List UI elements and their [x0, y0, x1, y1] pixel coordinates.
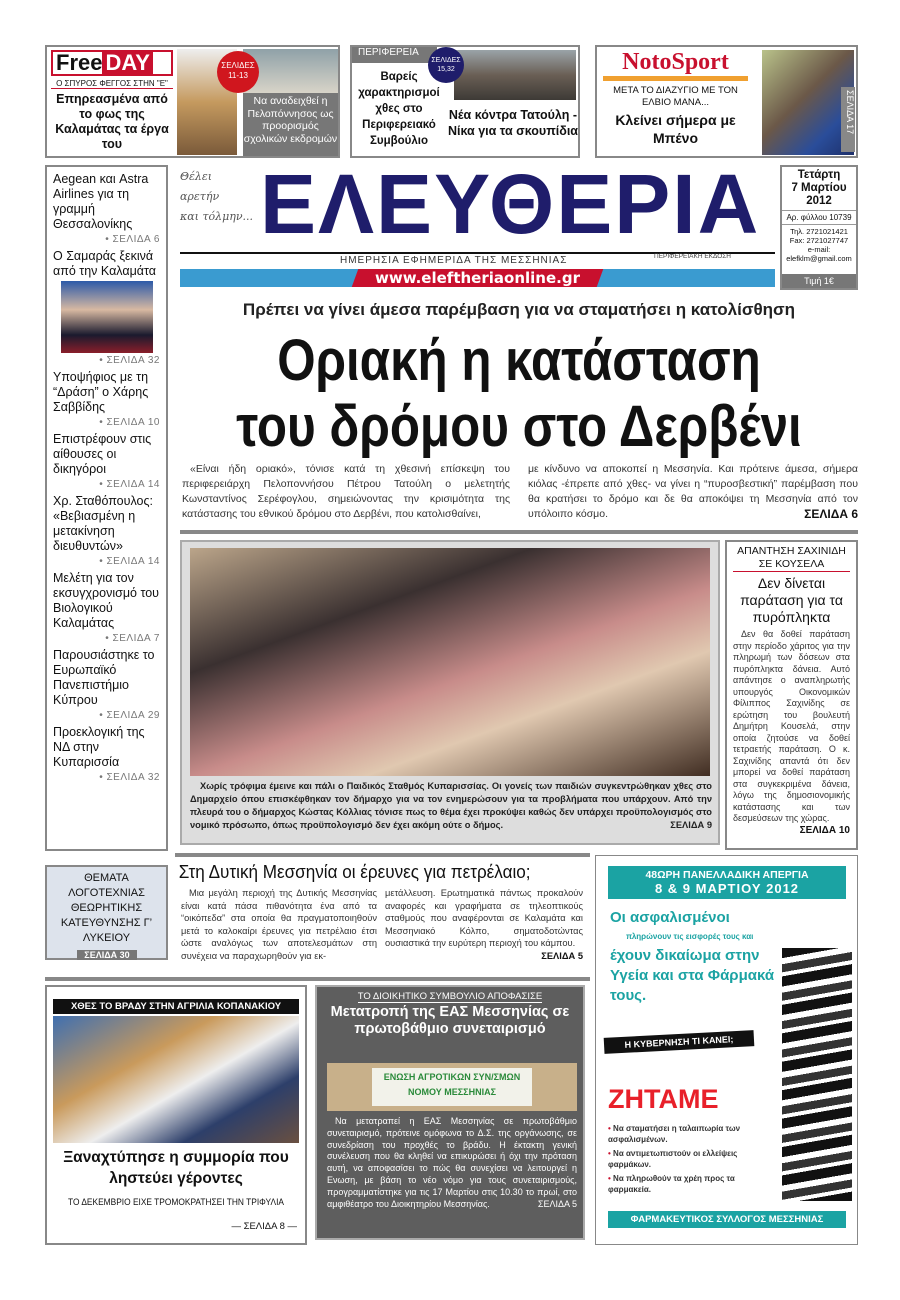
robbery-photo — [53, 1016, 299, 1143]
brief-item[interactable]: Ο Σαμαράς ξεκινά από την Καλαμάτα • ΣΕΛΙΔΑ 32 — [53, 249, 160, 366]
eas-story[interactable]: ΤΟ ΔΙΟΙΚΗΤΙΚΟ ΣΥΜΒΟΥΛΙΟ ΑΠΟΦΑΣΙΣΕ Μετατροπή της ΕΑΣ Μεσσηνίας σε πρωτοβάθμιο συνεταιρισμό ΕΝΩΣΗ ΑΓΡΟΤΙΚΩΝ ΣΥΝ/ΣΜΩΝ ΝΟΜΟΥ ΜΕΣΣΗΝΙΑΣ Να μετατραπεί η ΕΑΣ Μεσσηνίας σε πρωτοβάθμιο συνεταιρισμό, πρότεινε ομόφωνα το Δ.Σ. της οργάνωσης, σε συνεδρίαση του προχθές το βράδυ. Η έκτακτη γενική συνέλευση που θα κληθεί να επικυρώσει ή όχι την πρόταση αυτή, να αποφασίσει το πώς θα συνεχίσει να λειτουργεί η Ενωση, με βάση το νέο νόμο για τους συνεταιρισμούς, προγραμματίστηκε για τις 17 Μαρτίου στις 10.30 το πρωί, στο αμφιθέατρο του Διοικητηρίου Μεσσηνίας. ΣΕΛΙΔΑ 5 — [315, 985, 585, 1240]
eas-sign: ΕΝΩΣΗ ΑΓΡΟΤΙΚΩΝ ΣΥΝ/ΣΜΩΝ ΝΟΜΟΥ ΜΕΣΣΗΝΙΑΣ — [372, 1068, 532, 1106]
notosport-logo: NotoSport — [603, 49, 748, 81]
kindergarten-photo — [190, 548, 710, 776]
protest-crowd-graphic — [782, 948, 852, 1201]
website-link[interactable]: www.eleftheriaonline.gr — [352, 269, 604, 287]
page-ref: — ΣΕΛΙΔΑ 8 — — [231, 1221, 297, 1232]
date-box — [780, 165, 858, 290]
brief-item[interactable]: Παρουσιάστηκε το Ευρωπαϊκό Πανεπιστήμιο Κύπρου • ΣΕΛΙΔΑ 29 — [53, 648, 160, 721]
garbage-photo — [454, 50, 576, 100]
oil-title: Στη Δυτική Μεσσηνία οι έρευνες για πετρέλαιο; — [178, 862, 531, 882]
issue-date: Τετάρτη 7 Μαρτίου 2012 — [782, 167, 856, 211]
samaras-photo — [61, 281, 153, 353]
freeday-title: Επηρεασμένα από το φως της Καλαμάτας τα έργα του — [55, 92, 169, 151]
photo-caption: Χωρίς τρόφιμα έμεινε και πάλι ο Παιδικός Σταθμός Κυπαρισσίας. Οι γονείς των παιδιών συγκεντρώθηκαν χθες στο Δημαρχείο όπου επισκέφθηκαν τον δήμαρχο για να τον ενημερώσουν για τα προβλήματα που υπάρχουν. Από την πλευρά του ο δήμαρχος Κώστας Κόλλιας τόνισε πως το θέμα έχει προκύψει καθώς δεν υπάρχει προϋπολογισμός στο νομικό πρόσωπο, όπως προϋπολογισμό δεν έχει ακόμη ούτε ο δήμος. ΣΕΛΙΔΑ 9 — [190, 781, 712, 830]
strike-advert[interactable]: 48ΩΡΗ ΠΑΝΕΛΛΑΔΙΚΗ ΑΠΕΡΓΙΑ 8 & 9 ΜΑΡΤΙΟΥ 2012 Οι ασφαλισμένοι πληρώνουν τις εισφορές τους και έχουν δικαίωμα στην Υγεία και στα Φάρμακά τους. Η ΚΥΒΕΡΝΗΣΗ ΤΙ ΚΑΝΕΙ; ΖΗΤΑΜΕ • Να σταματήσει η ταλαιπωρία των ασφαλισμένων. • Να αντιμετωπιστούν οι ελλείψεις φαρμάκων. • Να πληρωθούν τα χρέη προς τα φαρμακεία. ΦΑΡΜΑΚΕΥΤΙΚΟΣ ΣΥΛΛΟΓΟΣ ΜΕΣΣΗΝΙΑΣ — [595, 855, 858, 1245]
demand-list: • Να σταματήσει η ταλαιπωρία των ασφαλισμένων. • Να αντιμετωπιστούν οι ελλείψεις φαρμάκων. • Να πληρωθούν τα χρέη προς τα φαρμακεία. — [608, 1124, 741, 1194]
sidebar-briefs — [45, 165, 168, 851]
page-ref: ΣΕΛΙΔΑ 17 — [841, 87, 855, 152]
teaser-freeday[interactable] — [45, 45, 340, 158]
motto: Θέλει αρετήν και τόλμην... — [180, 170, 254, 223]
teaser-periferia[interactable] — [350, 45, 580, 158]
masthead — [180, 159, 775, 290]
council-title: Βαρείς χαρακτηρισμοί χθες στο Περιφερειακό Συμβούλιο — [358, 71, 440, 147]
school-trips-title: Να αναδειχθεί η Πελοπόννησος ως προορισμός σχολικών εκδρομών — [243, 93, 338, 156]
section-label: ΠΕΡΙΦΕΡΕΙΑ — [352, 47, 437, 63]
freeday-logo: Free DAY — [51, 50, 173, 76]
right-story[interactable] — [725, 540, 858, 850]
price: Τιμή 1€ — [782, 274, 856, 288]
right-kicker: ΑΠΑΝΤΗΣΗ ΣΑΧΙΝΙΔΗ ΣΕ ΚΟΥΣΕΛΑ — [733, 545, 850, 572]
brush-banner: Η ΚΥΒΕΡΝΗΣΗ ΤΙ ΚΑΝΕΙ; — [604, 1030, 755, 1054]
masthead-subtitle: ΗΜΕΡΗΣΙΑ ΕΦΗΜΕΡΙΔΑ ΤΗΣ ΜΕΣΣΗΝΙΑΣ — [340, 255, 568, 266]
lead-headline[interactable]: Οριακή η κατάσταση του δρόμου στο Δερβένι — [236, 328, 802, 459]
page-ref: ΣΕΛΙΔΑ 10 — [799, 824, 850, 836]
lead-kicker: Πρέπει να γίνει άμεσα παρέμβαση για να σταματήσει η κατολίσθηση — [242, 300, 796, 319]
brief-item[interactable]: Προεκλογική της ΝΔ στην Κυπαρισσία • ΣΕΛΙΔΑ 32 — [53, 725, 160, 783]
brief-item[interactable]: Υποψήφιος με τη “Δράση” ο Χάρης Σαββίδης • ΣΕΛΙΔΑ 10 — [53, 370, 160, 428]
right-body: Δεν θα δοθεί παράταση στην περίοδο χάριτος για την πληρωμή των δόσεων στα πυρόπληκτα δάνεια. Αυτό απάντησε ο αναπληρωτής υπουργός Οικονομικών Φίλιππος Σαχινίδης σε ερώτηση του βουλευτή Δημήτρη Κουσελά, στην οποία ζητούσε να δοθεί τετραετής παράταση. Ο κ. Σαχινίδης απαντά ότι δεν μπορεί να δοθεί παράταση στα συγκεκριμένα δάνεια, λόγω της δημοσιονομικής κατάστασης και των δεσμεύσεων της χώρας. — [733, 629, 850, 823]
right-title: Δεν δίνεται παράταση για τα πυρόπληκτα — [740, 575, 843, 625]
pages-badge: ΣΕΛΙΔΕΣ 11-13 — [217, 51, 259, 93]
notosport-title: Κλείνει σήμερα με Μπένο — [615, 112, 736, 146]
lead-body-col1: «Είναι ήδη οριακό», τόνισε κατά τη χθεσινή επίσκεψη του περιφερειάρχη Πελοποννήσου Πέτρου Τατούλη ο μελετητής Κωνσταντίνος Σερέφογλου, σημειώνοντας την κρισιμότητα της κατάστασης του εθνικού δρόμου στο Δερβένι, που κατολισθαίνει, — [182, 463, 510, 520]
brief-item[interactable]: Χρ. Σταθόπουλος: «Βεβιασμένη η μετακίνηση διευθυντών» • ΣΕΛΙΔΑ 14 — [53, 494, 160, 567]
notosport-kicker: ΜΕΤΑ ΤΟ ΔΙΑΖΥΓΙΟ ΜΕ ΤΟΝ ΕΛΒΙΟ ΜΑΝΑ... — [613, 85, 738, 108]
freeday-kicker: Ο ΣΠΥΡΟΣ ΦΕΓΓΟΣ ΣΤΗΝ "Ε" — [51, 79, 173, 89]
brief-item[interactable]: Μελέτη για τον εκσυγχρονισμό του Βιολογικού Καλαμάτας • ΣΕΛΙΔΑ 7 — [53, 571, 160, 644]
edition-label: ΠΕΡΙΦΕΡΕΙΑΚΗ ΕΚΔΟΣΗ — [654, 253, 731, 260]
brief-item[interactable]: Aegean και Astra Airlines για τη γραμμή Θεσσαλονίκης • ΣΕΛΙΔΑ 6 — [53, 172, 160, 245]
pages-badge: ΣΕΛΙΔΕΣ 15,32 — [428, 47, 464, 83]
oil-story[interactable]: Στη Δυτική Μεσσηνία οι έρευνες για πετρέλαιο; Μια μεγάλη περιοχή της Δυτικής Μεσσηνίας είναι κατά πάσα πιθανότητα ένα από τα “οικόπεδα” στα οποία θα πραγματοποιηθούν μετά το καλοκαίρι έρευνες για πετρέλαιο έτσι ώστε αναλόγως των αποτελεσμάτων στη συνέχεια να παραχωρηθούν για εκ- μετάλλευση. Ερωτηματικά πάντως προκαλούν αναφορές και γραφήματα σε τηλεοπτικούς σταθμούς που αναφέρονται σε Καλαμάτα και Μεσσηνιακό Κόλπο, σηματοδοτώντας ουσιαστικά την ευρύτερη περιοχή του κάμπου. ΣΕΛΙΔΑ 5 — [175, 860, 590, 972]
teaser-notosport[interactable] — [595, 45, 858, 158]
garbage-title: Νέα κόντρα Τατούλη - Νίκα για τα σκουπίδια — [448, 108, 578, 138]
robbery-story[interactable]: ΧΘΕΣ ΤΟ ΒΡΑΔΥ ΣΤΗΝ ΑΓΡΙΛΙΑ ΚΟΠΑΝΑΚΙΟΥ Ξαναχτύπησε η συμμορία που ληστεύει γέροντες ΤΟ ΔΕΚΕΜΒΡΙΟ ΕΙΧΕ ΤΡΟΜΟΚΡΑΤΗΣΕΙ ΤΗΝ ΤΡΙΦΥΛΙΑ — ΣΕΛΙΔΑ 8 — — [45, 985, 307, 1245]
brief-item[interactable]: Επιστρέφουν στις αίθουσες οι δικηγόροι • ΣΕΛΙΔΑ 14 — [53, 432, 160, 490]
lead-body-col2: με κίνδυνο να αποκοπεί η Μεσσηνία. Και πρότεινε άμεσα, σήμερα κιόλας -έπρεπε από χθες- να γίνει η “πυροσβεστική” παρέμβαση που θα κρατήσει το δρόμο και δε θα αποκόψει τη Μεσσηνία από τον υπόλοιπο κόσμο. ΣΕΛΙΔΑ 6 — [528, 463, 858, 521]
issue-number: Αρ. φύλλου 10739 — [782, 211, 856, 225]
contact-info: Τηλ. 2721021421 Fax: 2721027747 e-mail: elefklm@gmail.com — [786, 227, 852, 263]
photo-story[interactable] — [180, 540, 720, 845]
eleftheria-logo[interactable]: ΕΛΕΥΘΕΡΙΑ — [260, 159, 761, 249]
eas-photo — [327, 1063, 577, 1111]
literature-box[interactable]: ΘΕΜΑΤΑ ΛΟΓΟΤΕΧΝΙΑΣ ΘΕΩΡΗΤΙΚΗΣ ΚΑΤΕΥΘΥΝΣΗΣ Γ’ ΛΥΚΕΙΟΥ ΣΕΛΙΔΑ 30 — [45, 865, 168, 960]
